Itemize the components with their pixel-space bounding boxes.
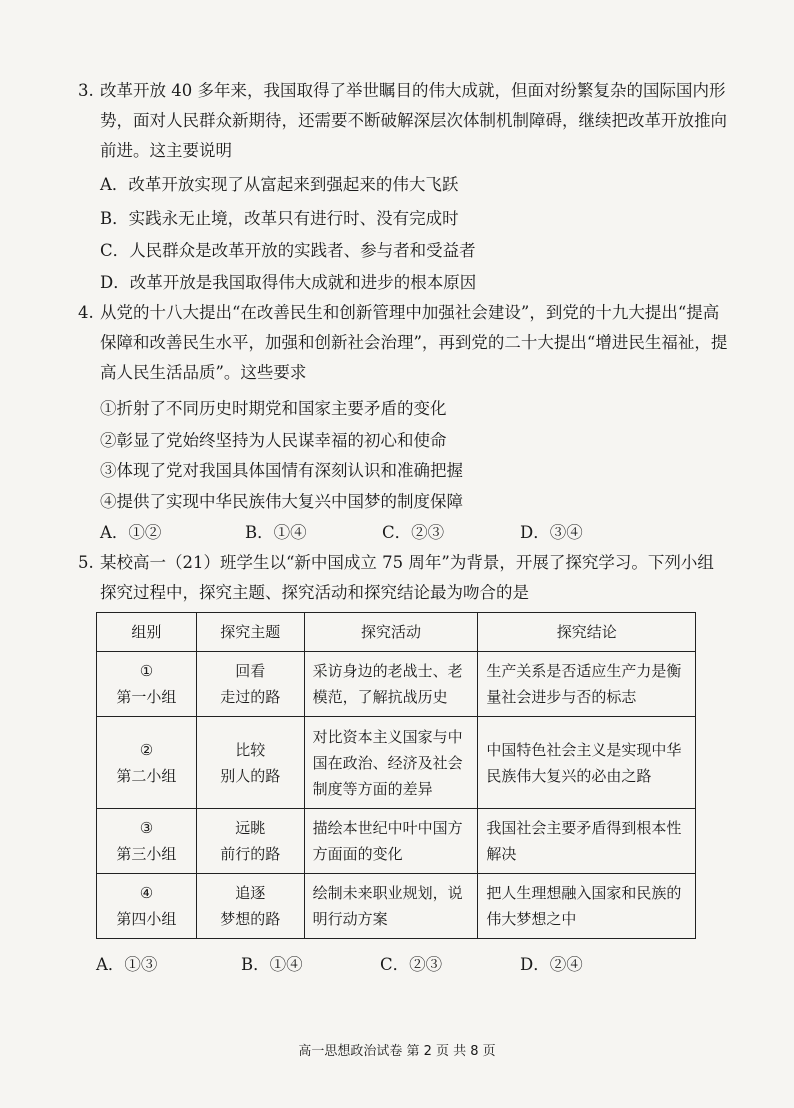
activity-cell: 采访身边的老战士、老模范，了解抗战历史: [304, 652, 478, 717]
group-cell: ② 第二小组: [97, 717, 197, 809]
option-c[interactable]: C．人民群众是改革开放的实践者、参与者和受益者: [100, 241, 476, 260]
choice-d[interactable]: D．②④: [520, 955, 583, 974]
conclusion-cell: 把人生理想融入国家和民族的伟大梦想之中: [478, 874, 696, 939]
question-number: 5.: [78, 553, 94, 572]
conclusion-cell: 我国社会主要矛盾得到根本性解决: [478, 809, 696, 874]
statement-3: ③体现了党对我国具体国情有深刻认识和准确把握: [100, 461, 463, 480]
option-a[interactable]: A．改革开放实现了从富起来到强起来的伟大飞跃: [100, 175, 459, 194]
conclusion-cell: 生产关系是否适应生产力是衡量社会进步与否的标志: [478, 652, 696, 717]
header-theme: 探究主题: [196, 613, 304, 652]
option-b[interactable]: B．实践永无止境，改革只有进行时、没有完成时: [100, 209, 459, 228]
option-d[interactable]: D．改革开放是我国取得伟大成就和进步的根本原因: [100, 273, 477, 292]
choice-c[interactable]: C．②③: [380, 955, 443, 974]
group-cell: ① 第一小组: [97, 652, 197, 717]
question-stem: 改革开放 40 多年来，我国取得了举世瞩目的伟大成就，但面对纷繁复杂的国际国内形势，面对人民群众新期待，还需要不断破解深层次体制机制障碍，继续把改革开放推向前进。这主要说明: [100, 81, 727, 160]
choice-b[interactable]: B．①④: [245, 523, 307, 542]
choice-a[interactable]: A．①③: [96, 955, 158, 974]
question-number: 3.: [78, 81, 94, 100]
question-stem: 某校高一（21）班学生以“新中国成立 75 周年”为背景，开展了探究学习。下列小组探究过程中，探究主题、探究活动和探究结论最为吻合的是: [100, 553, 714, 602]
table-row: [97, 717, 696, 809]
activity-cell: 对比资本主义国家与中国在政治、经济及社会制度等方面的差异: [304, 717, 478, 809]
question-number: 4.: [78, 303, 94, 322]
choice-b[interactable]: B．①④: [241, 955, 303, 974]
header-activity: 探究活动: [304, 613, 478, 652]
theme-cell: 比较 别人的路: [196, 717, 304, 809]
group-cell: ③ 第三小组: [97, 809, 197, 874]
table-row: [97, 874, 696, 939]
table-header-row: [97, 613, 696, 652]
choice-c[interactable]: C．②③: [382, 523, 445, 542]
statement-4: ④提供了实现中华民族伟大复兴中国梦的制度保障: [100, 492, 463, 511]
table-row: [97, 652, 696, 717]
inquiry-table: [96, 612, 696, 939]
question-3: [78, 76, 728, 166]
statement-1: ①折射了不同历史时期党和国家主要矛盾的变化: [100, 399, 447, 418]
page-footer: 高一思想政治试卷 第 2 页 共 8 页: [298, 1044, 496, 1059]
choice-d[interactable]: D．③④: [520, 523, 583, 542]
theme-cell: 远眺 前行的路: [196, 809, 304, 874]
activity-cell: 绘制未来职业规划，说明行动方案: [304, 874, 478, 939]
table-row: [97, 809, 696, 874]
theme-cell: 回看 走过的路: [196, 652, 304, 717]
theme-cell: 追逐 梦想的路: [196, 874, 304, 939]
header-group: 组别: [97, 613, 197, 652]
question-stem: 从党的十八大提出“在改善民生和创新管理中加强社会建设”，到党的十九大提出“提高保障和改善民生水平，加强和创新社会治理”，再到党的二十大提出“增进民生福祉，提高人民生活品质”。这些要求: [100, 303, 728, 382]
header-conclusion: 探究结论: [478, 613, 696, 652]
group-cell: ④ 第四小组: [97, 874, 197, 939]
choice-a[interactable]: A．①②: [100, 523, 162, 542]
statement-2: ②彰显了党始终坚持为人民谋幸福的初心和使命: [100, 431, 447, 450]
question-5: [78, 548, 728, 608]
activity-cell: 描绘本世纪中叶中国方方面面的变化: [304, 809, 478, 874]
conclusion-cell: 中国特色社会主义是实现中华民族伟大复兴的必由之路: [478, 717, 696, 809]
question-4: [78, 298, 728, 388]
